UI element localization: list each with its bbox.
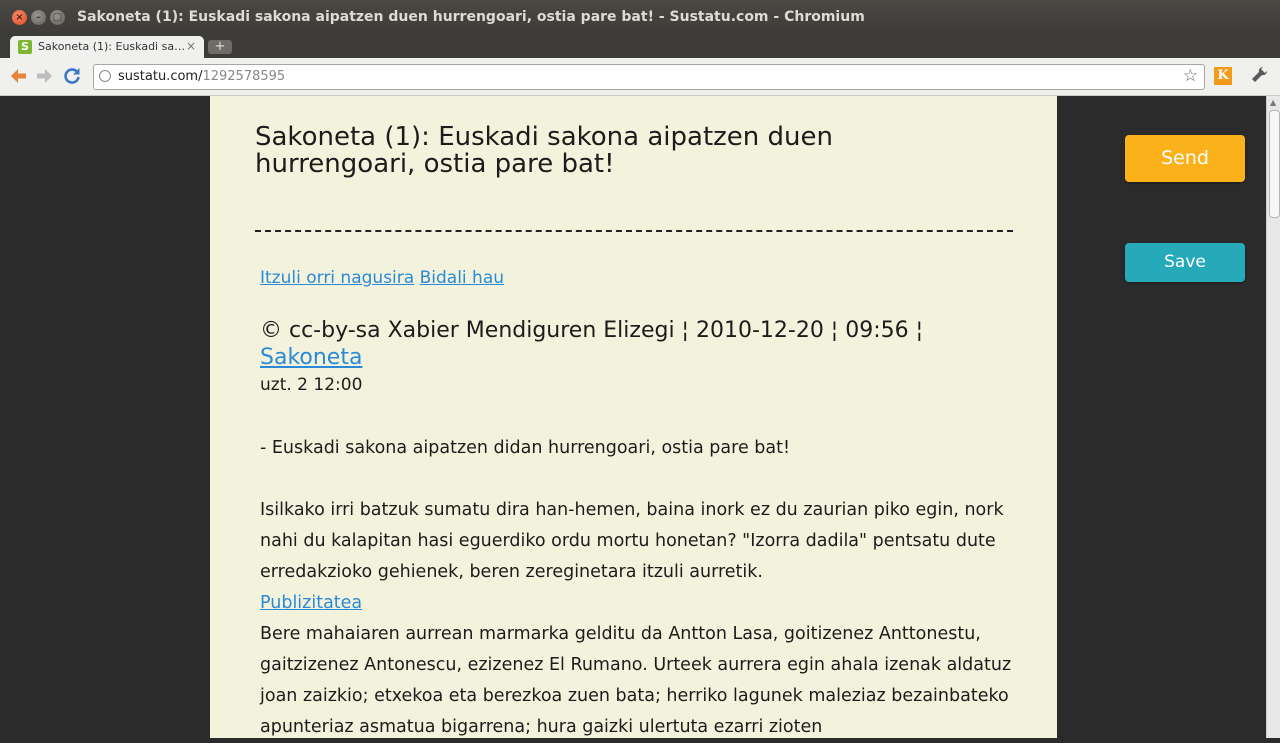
window-close-button[interactable]: ×	[12, 10, 27, 25]
article-paragraph: - Euskadi sakona aipatzen didan hurrengoari, ostia pare bat!	[260, 438, 790, 458]
tab-close-icon[interactable]: ×	[185, 39, 196, 53]
article-byline	[260, 317, 1000, 371]
save-button[interactable]: Save	[1125, 243, 1245, 282]
page-title: Sakoneta (1): Euskadi sakona aipatzen duen hurrengoari, ostia pare bat!	[255, 122, 833, 179]
globe-icon	[99, 70, 111, 82]
tab-active[interactable]	[10, 36, 204, 58]
scrollbar-thumb[interactable]	[1269, 110, 1280, 218]
article-paragraph: Isilkako irri batzuk sumatu dira han-hemen, baina inork ez du zaurian piko egin, nork nahi du kalapitan hasi eguerdiko ordu mortu honetan? "Izorra dadila" pentsatu dute erredakzioko gehienek, beren zereginetara itzuli aurretik.	[260, 500, 1004, 582]
url-host: sustatu.com/	[118, 69, 203, 84]
byline-text: © cc-by-sa Xabier Mendiguren Elizegi ¦ 2010-12-20 ¦ 09:56 ¦	[260, 318, 924, 343]
forward-arrow-icon[interactable]	[35, 66, 55, 91]
article-paragraph: Bere mahaiaren aurrean marmarka gelditu da Antton Lasa, goitizenez Anttonestu, gaitzizenez Antonescu, ezizenez El Rumano. Urteek aurrera egin ahala izenak aldatuz joan zaizkio; etxekoa eta berezkoa zuen bata; herriko lagunek maleziaz bezainbateko apunteriaz asmatua bigarrena; hura gaizki ulertuta ezarri zioten	[260, 624, 1012, 737]
article-date: uzt. 2 12:00	[260, 375, 363, 395]
back-arrow-icon[interactable]	[8, 66, 28, 91]
category-link[interactable]: Sakoneta	[260, 345, 363, 370]
reload-icon[interactable]	[62, 66, 82, 91]
article-page	[210, 96, 1057, 738]
send-button[interactable]: Send	[1125, 135, 1245, 182]
window-maximize-button[interactable]: □	[50, 10, 65, 25]
window-title: Sakoneta (1): Euskadi sakona aipatzen duen hurrengoari, ostia pare bat! - Sustatu.com - Chromium	[77, 9, 865, 25]
window-minimize-button[interactable]: –	[31, 10, 46, 25]
article-body	[260, 433, 1020, 743]
tab-strip	[0, 36, 1280, 58]
new-tab-button[interactable]: +	[208, 40, 232, 54]
extension-k-icon[interactable]: K	[1214, 67, 1232, 85]
advertisement-link[interactable]: Publizitatea	[260, 593, 363, 613]
back-to-home-link[interactable]: Itzuli orri nagusira	[260, 268, 415, 288]
title-divider	[255, 230, 1013, 232]
browser-toolbar	[0, 58, 1280, 96]
article-nav-links	[260, 268, 504, 288]
tab-title: Sakoneta (1): Euskadi sa…	[38, 40, 186, 53]
url-path: 1292578595	[202, 69, 286, 84]
address-url[interactable]	[118, 69, 285, 84]
window-titlebar	[0, 0, 1280, 36]
scroll-up-arrow-icon[interactable]: ▲	[1270, 98, 1277, 107]
wrench-menu-icon[interactable]	[1249, 65, 1269, 89]
send-this-link[interactable]: Bidali hau	[419, 268, 505, 288]
address-bar[interactable]	[93, 64, 1205, 90]
bookmark-star-icon[interactable]: ☆	[1182, 66, 1198, 86]
site-favicon-icon: S	[18, 40, 32, 54]
page-scrollbar[interactable]	[1266, 96, 1280, 738]
